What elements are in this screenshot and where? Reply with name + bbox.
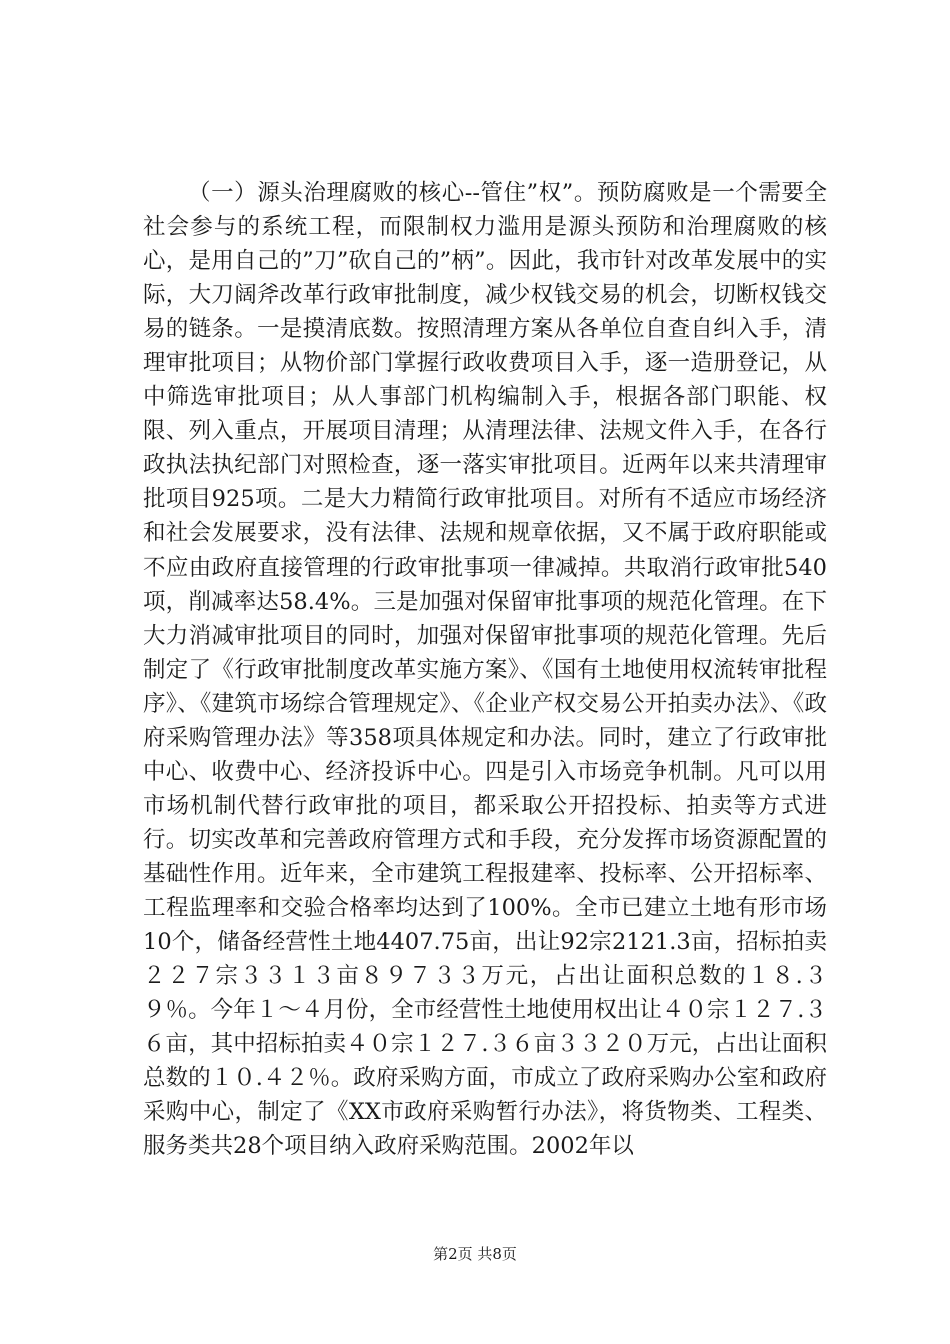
body-paragraph: （一）源头治理腐败的核心--管住”权”。预防腐败是一个需要全社会参与的系统工程，而限制权力滥用是源头预防和治理腐败的核心，是用自己的”刀”砍自己的”柄”。因此，我市针对改革发展中的实际，大刀阔斧改革行政审批制度，减少权钱交易的机会，切断权钱交易的链条。一是摸清底数。按照清理方案从各单位自查自纠入手，清理审批项目；从物价部门掌握行政收费项目入手，逐一造册登记，从中筛选审批项目；从人事部门机构编制入手，根据各部门职能、权限、列入重点，开展项目清理；从清理法律、法规文件入手，在各行政执法执纪部门对照检查，逐一落实审批项目。近两年以来共清理审批项目925项。二是大力精简行政审批项目。对所有不适应市场经济和社会发展要求，没有法律、法规和规章依据，又不属于政府职能或不应由政府直接管理的行政审批事项一律减掉。共取消行政审批540项，削减率达58.4%。三是加强对保留审批事项的规范化管理。在下大力消减审批项目的同时，加强对保留审批事项的规范化管理。先后制定了《行政审批制度改革实施方案》、《国有土地使用权流转审批程序》、《建筑市场综合管理规定》、《企业产权交易公开拍卖办法》、《政府采购管理办法》等358项具体规定和办法。同时，建立了行政审批中心、收费中心、经济投诉中心。四是引入市场竞争机制。凡可以用市场机制代替行政审批的项目，都采取公开招投标、拍卖等方式进行。切实改革和完善政府管理方式和手段，充分发挥市场资源配置的基础性作用。近年来，全市建筑工程报建率、投标率、公开招标率、工程监理率和交验合格率均达到了100%。全市已建立土地有形市场10个，储备经营性土地4407.75亩，出让92宗2121.3亩，招标拍卖２２７宗３３１３亩８９７３３万元，占出让面积总数的１８.３９％。今年１～４月份，全市经营性土地使用权出让４０宗１２７.３６亩，其中招标拍卖４０宗１２７.３６亩３３２０万元，占出让面积总数的１０.４２％。政府采购方面，市成立了政府采购办公室和政府采购中心，制定了《XX市政府采购暂行办法》，将货物类、工程类、服务类共28个项目纳入政府采购范围。2002年以	[143, 180, 827, 1160]
page-footer: 第2页 共8页	[433, 1245, 517, 1263]
